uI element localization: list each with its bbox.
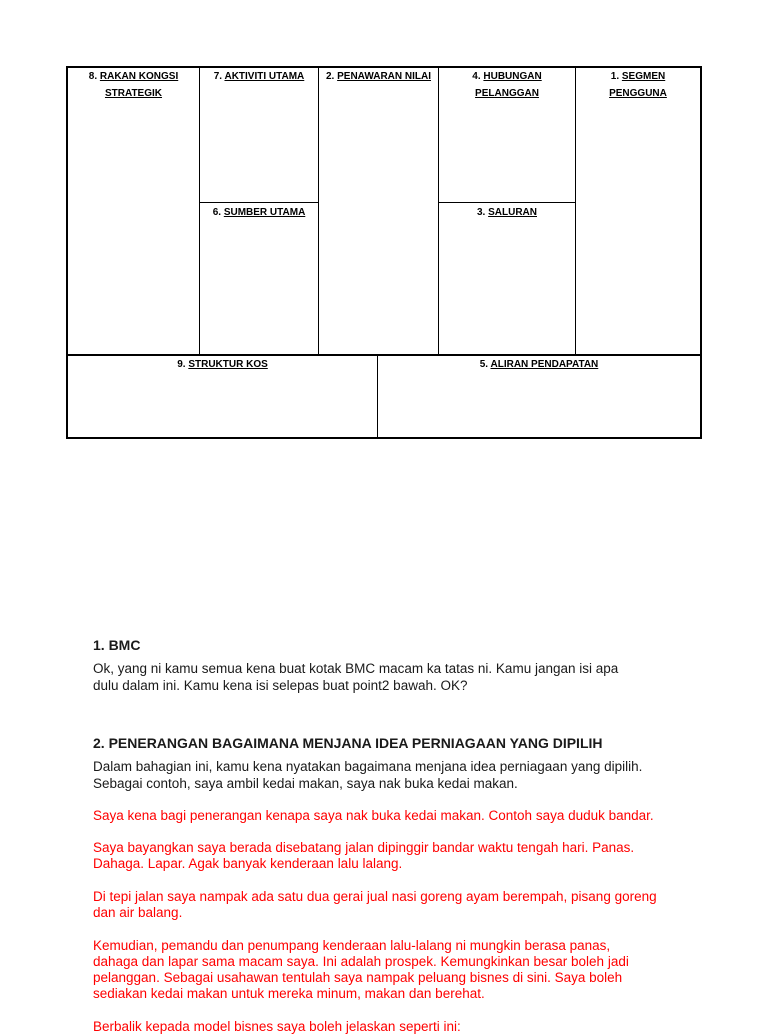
- section1-line1: Ok, yang ni kamu semua kena buat kotak BMC macam ka tatas ni. Kamu jangan isi apa: [93, 661, 619, 676]
- cell-aliran-pendapatan: 5. ALIRAN PENDAPATAN: [479, 359, 599, 370]
- red-paragraph-2-line2: Dahaga. Lapar. Agak banyak kenderaan lalu lalang.: [93, 856, 403, 871]
- bmc-canvas: [66, 66, 702, 439]
- section2-line2: Sebagai contoh, saya ambil kedai makan, saya nak buka kedai makan.: [93, 776, 518, 791]
- red-paragraph-2-line1: Saya bayangkan saya berada disebatang jalan dipinggir bandar waktu tengah hari. Panas.: [93, 840, 635, 855]
- cell-aktiviti-utama: 7. AKTIVITI UTAMA: [213, 71, 305, 82]
- red-paragraph-1-line1: Saya kena bagi penerangan kenapa saya nak buka kedai makan. Contoh saya duduk bandar.: [93, 808, 654, 823]
- section1-line2: dulu dalam ini. Kamu kena isi selepas buat point2 bawah. OK?: [93, 678, 468, 693]
- cell-segmen-pengguna: 1. SEGMEN PENGGUNA: [609, 71, 667, 99]
- red-paragraph-4-line1: Kemudian, pemandu dan penumpang kenderaan lalu-lalang ni mungkin berasa panas,: [93, 938, 611, 953]
- section1-heading: 1. BMC: [93, 637, 141, 653]
- cell-rakan-kongsi: 8. RAKAN KONGSI STRATEGIK: [88, 71, 179, 99]
- red-paragraph-4-line2: dahaga dan lapar sama macam saya. Ini adalah prospek. Kemungkinkan besar boleh jadi: [93, 954, 629, 969]
- bmc-col-divider-4: [575, 66, 576, 355]
- red-paragraph-4-line3: pelanggan. Sebagai usahawan tentulah saya nampak peluang bisnes di sini. Saya boleh: [93, 970, 623, 985]
- bmc-split-relationships: [438, 202, 576, 203]
- section2-line1: Dalam bahagian ini, kamu kena nyatakan bagaimana menjana idea perniagaan yang dipilih.: [93, 759, 643, 774]
- red-paragraph-3-line1: Di tepi jalan saya nampak ada satu dua gerai jual nasi goreng ayam berempah, pisang goreng: [93, 889, 657, 904]
- section2-heading: 2. PENERANGAN BAGAIMANA MENJANA IDEA PERNIAGAAN YANG DIPILIH: [93, 735, 603, 751]
- bmc-border-bottom: [66, 437, 702, 439]
- cell-hubungan-pelanggan: 4. HUBUNGAN PELANGGAN: [472, 71, 542, 99]
- red-paragraph-3-line2: dan air balang.: [93, 905, 183, 920]
- bmc-col-divider-2: [318, 66, 319, 355]
- bmc-border-left: [66, 66, 68, 439]
- cell-sumber-utama: 6. SUMBER UTAMA: [212, 207, 306, 218]
- cell-penawaran-nilai: 2. PENAWARAN NILAI: [325, 71, 432, 82]
- red-paragraph-5-line1: Berbalik kepada model bisnes saya boleh jelaskan seperti ini:: [93, 1019, 461, 1034]
- cell-saluran: 3. SALURAN: [476, 207, 537, 218]
- bmc-border-right: [700, 66, 702, 439]
- red-paragraph-4-line4: sediakan kedai makan untuk mereka minum, makan dan berehat.: [93, 986, 485, 1001]
- bmc-split-activities: [199, 202, 319, 203]
- cell-struktur-kos: 9. STRUKTUR KOS: [177, 359, 268, 370]
